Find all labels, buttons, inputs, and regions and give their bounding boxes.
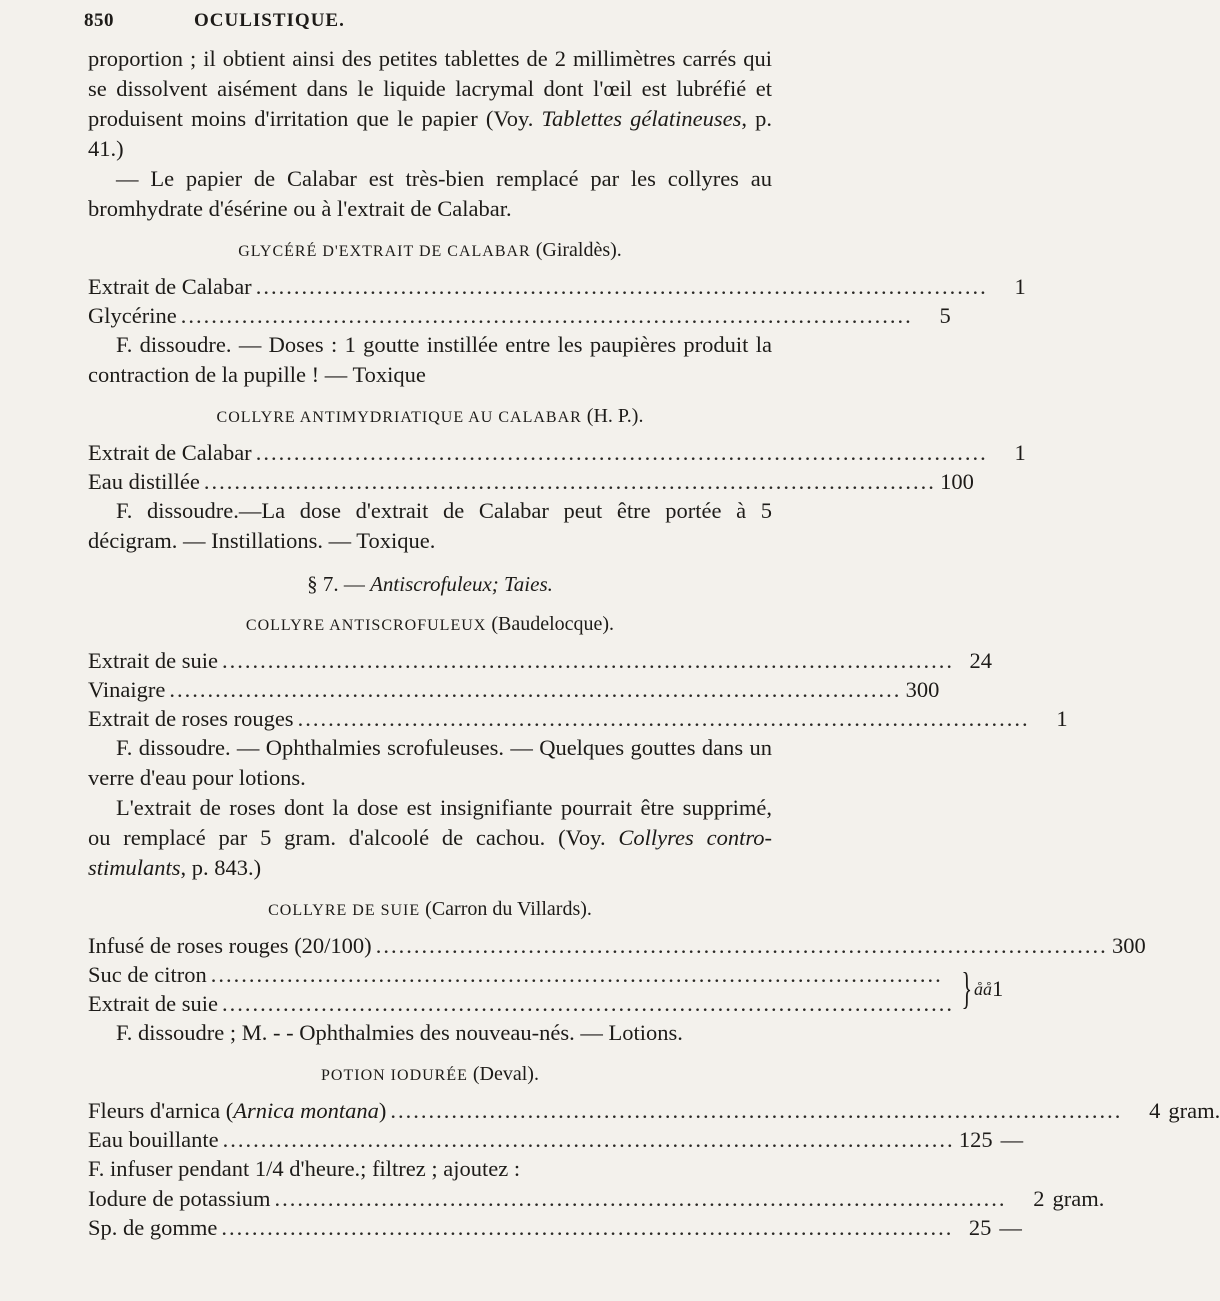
ingredient-name: Glycérine <box>88 303 177 328</box>
page-header <box>84 10 772 44</box>
ingredient-quantity: 25 <box>968 1215 992 1240</box>
formula-name: COLLYRE DE SUIE <box>268 902 421 919</box>
leader-dots: ................................................................................................ <box>221 1215 954 1240</box>
ingredient-name: Extrait de suie <box>88 648 218 673</box>
section-number: § 7. — <box>307 572 365 596</box>
ingredient-quantity: 2 <box>1033 1186 1045 1211</box>
ingredient-quantity: 1 <box>1014 274 1026 299</box>
ingredient-name: Iodure de potassium <box>88 1186 271 1211</box>
ingredient-quantity: 24 <box>969 648 992 673</box>
ingredient-name: Sp. de gomme <box>88 1215 218 1240</box>
formula-author: (Giraldès). <box>535 239 622 261</box>
cross-reference: Tablettes gélatineuses <box>541 106 742 131</box>
leader-dots: ................................................................................................ <box>203 469 936 494</box>
ingredient-row <box>88 646 992 675</box>
formula-instructions: F. dissoudre. — Ophthalmies scrofuleuses. — Quelques gouttes dans un verre d'eau pour lotions. <box>88 735 772 790</box>
ingredient-name: Eau bouillante <box>88 1127 219 1152</box>
section-heading <box>88 570 772 598</box>
formula-title <box>88 404 772 430</box>
ingredient-quantity: 1 <box>1056 706 1068 731</box>
ingredient-name-part: ) <box>378 1098 387 1123</box>
cross-reference: Collyres contro-stimulants <box>88 825 772 880</box>
ingredient-row <box>88 704 1068 733</box>
ingredient-name: Eau distillée <box>88 469 200 494</box>
formula-author: (Carron du Villards). <box>425 898 592 920</box>
ingredient-quantity: 100 <box>940 469 974 494</box>
ingredient-row <box>88 960 958 989</box>
intro-paragraph <box>88 44 772 164</box>
ingredient-row <box>88 989 958 1018</box>
ingredient-name: Extrait de Calabar <box>88 440 252 465</box>
ingredient-quantity: 1 <box>1014 440 1026 465</box>
ingredient-name: Extrait de suie <box>88 991 218 1016</box>
running-title: OCULISTIQUE. <box>194 10 345 31</box>
note-text-end: , p. 843.) <box>180 855 262 880</box>
leader-dots: ................................................................................................ <box>255 440 988 465</box>
ingredient-unit: gram. <box>1168 1098 1220 1123</box>
formula-title <box>88 897 772 923</box>
ingredient-unit: — <box>999 1215 1022 1240</box>
formula-title <box>88 238 772 264</box>
leader-dots: ................................................................................................ <box>297 706 1030 731</box>
leader-dots: ................................................................................................ <box>274 1186 1007 1211</box>
ingredient-row <box>88 438 1026 467</box>
ingredient-unit: gram. <box>1052 1186 1105 1211</box>
leader-dots: ................................................................................................ <box>221 648 954 673</box>
leader-dots: ................................................................................................ <box>390 1098 1123 1123</box>
grouped-ingredients <box>88 960 1004 1018</box>
ingredient-row <box>88 1213 1022 1242</box>
formula-title <box>88 612 772 638</box>
ingredient-row <box>88 675 940 704</box>
formula-name: GLYCÉRÉ D'EXTRAIT DE CALABAR <box>238 243 531 260</box>
section-title: Antiscrofuleux; Taies. <box>370 572 553 596</box>
formula-author: (Baudelocque). <box>491 613 615 635</box>
ingredient-name: Extrait de roses rouges <box>88 706 294 731</box>
ingredient-row <box>88 467 974 496</box>
ingredient-name-part: Fleurs d'arnica ( <box>88 1098 234 1123</box>
ingredient-row <box>88 931 1146 960</box>
ingredient-row <box>88 1184 1105 1213</box>
leader-dots: ................................................................................................ <box>375 933 1108 958</box>
ingredient-name: Infusé de roses rouges (20/100) <box>88 933 372 958</box>
leader-dots: ................................................................................................ <box>180 303 913 328</box>
brace-symbol: } <box>961 964 973 1013</box>
ingredient-row <box>88 272 1026 301</box>
intro-text: proportion ; il obtient ainsi des petites tablettes de 2 millimètres carrés qui se dissolvent aisément dans le liquide lacrymal dont l'œil est lubréfié et produisent moins d'irritation que le papier (Voy. <box>88 46 772 131</box>
leader-dots: ................................................................................................ <box>222 1127 955 1152</box>
ingredient-quantity: 5 <box>939 303 951 328</box>
formula-title <box>88 1062 772 1088</box>
formula-name: POTION IODURÉE <box>321 1067 468 1084</box>
ingredient-latin-name: Arnica montana <box>233 1098 379 1123</box>
page-number: 850 <box>84 10 114 31</box>
intro-paragraph-2: — Le papier de Calabar est très-bien remplacé par les collyres au bromhydrate d'ésérine ou à l'extrait de Calabar. <box>88 166 772 221</box>
leader-dots: ................................................................................................ <box>210 962 943 987</box>
ingredient-name: Suc de citron <box>88 962 207 987</box>
intro-text-end: , p. 41.) <box>88 106 772 161</box>
ingredient-name: Extrait de Calabar <box>88 274 252 299</box>
ingredient-row <box>88 1125 1024 1154</box>
equal-parts-mark: åå <box>973 978 992 999</box>
note-text: L'extrait de roses dont la dose est insignifiante pourrait être supprimé, ou remplacé par 5 gram. d'alcoolé de cachou. (Voy. <box>88 795 772 850</box>
formula-instructions: F. dissoudre ; M. - - Ophthalmies des nouveau-nés. — Lotions. <box>116 1020 683 1045</box>
ingredient-quantity: 4 <box>1149 1098 1161 1123</box>
ingredient-row <box>88 1096 1220 1125</box>
formula-author: (H. P.). <box>586 405 644 427</box>
ingredient-unit: — <box>1000 1127 1024 1152</box>
formula-name: COLLYRE ANTISCROFULEUX <box>245 617 487 634</box>
leader-dots: ................................................................................................ <box>255 274 988 299</box>
ingredient-name <box>88 1096 386 1125</box>
ingredient-name: Vinaigre <box>88 677 166 702</box>
ingredient-quantity: 1 <box>991 976 1004 1001</box>
formula-author: (Deval). <box>472 1063 539 1085</box>
formula-note <box>88 793 772 883</box>
formula-instructions: F. dissoudre.—La dose d'extrait de Calabar peut être portée à 5 décigram. — Instillations. — Toxique. <box>88 498 772 553</box>
ingredient-quantity: 300 <box>1111 933 1146 958</box>
ingredient-quantity: 125 <box>958 1127 993 1152</box>
leader-dots: ................................................................................................ <box>169 677 902 702</box>
formula-instructions: F. infuser pendant 1/4 d'heure.; filtrez ; ajoutez : <box>88 1156 521 1181</box>
ingredient-quantity: 300 <box>905 677 940 702</box>
formula-name: COLLYRE ANTIMYDRIATIQUE AU CALABAR <box>216 409 582 426</box>
leader-dots: ................................................................................................ <box>221 991 954 1016</box>
ingredient-row <box>88 301 951 330</box>
formula-instructions: F. dissoudre. — Doses : 1 goutte instillée entre les paupières produit la contraction de la pupille ! — Toxique <box>88 332 772 387</box>
